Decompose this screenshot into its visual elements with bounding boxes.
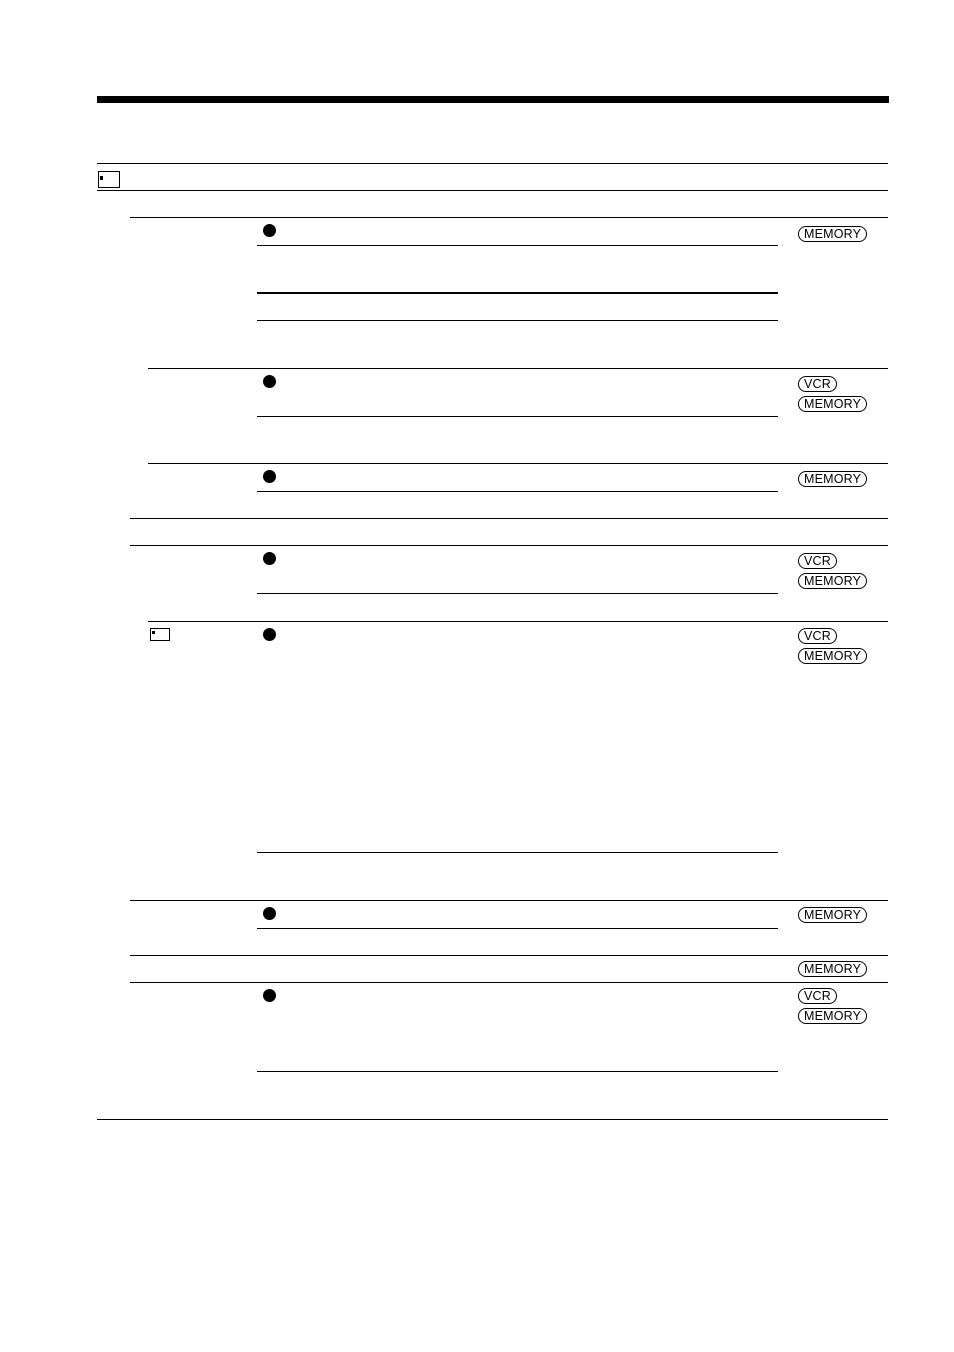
row-rule <box>257 416 778 417</box>
header-rule <box>97 96 889 103</box>
row-rule <box>130 545 888 546</box>
section-top-rule <box>97 163 888 164</box>
bullet-dot-icon <box>263 989 276 1002</box>
row-rule <box>257 245 778 246</box>
row-rule <box>148 621 888 622</box>
bullet-dot-icon <box>263 628 276 641</box>
row-rule <box>130 900 888 901</box>
memory-card-icon <box>98 171 120 188</box>
row-rule <box>130 217 888 218</box>
bullet-dot-icon <box>263 552 276 565</box>
vcr-badge: VCR <box>798 553 837 569</box>
row-rule <box>257 320 778 321</box>
bullet-dot-icon <box>263 375 276 388</box>
memory-badge: MEMORY <box>798 648 867 664</box>
memory-badge: MEMORY <box>798 961 867 977</box>
memory-badge: MEMORY <box>798 1008 867 1024</box>
memory-badge: MEMORY <box>798 226 867 242</box>
memory-badge: MEMORY <box>798 573 867 589</box>
vcr-badge: VCR <box>798 376 837 392</box>
row-rule <box>130 955 888 956</box>
row-rule <box>257 852 778 853</box>
row-rule <box>257 1071 778 1072</box>
row-rule <box>257 292 778 294</box>
bullet-dot-icon <box>263 907 276 920</box>
memory-badge: MEMORY <box>798 471 867 487</box>
row-rule <box>130 982 888 983</box>
row-rule <box>257 928 778 929</box>
row-rule <box>257 593 778 594</box>
memory-badge: MEMORY <box>798 396 867 412</box>
bullet-dot-icon <box>263 470 276 483</box>
row-rule <box>97 190 888 191</box>
vcr-badge: VCR <box>798 988 837 1004</box>
section-bottom-rule <box>97 1119 888 1120</box>
memory-badge: MEMORY <box>798 907 867 923</box>
memory-card-icon <box>150 628 170 641</box>
bullet-dot-icon <box>263 224 276 237</box>
row-rule <box>148 463 888 464</box>
vcr-badge: VCR <box>798 628 837 644</box>
row-rule <box>148 368 888 369</box>
row-rule <box>257 491 778 492</box>
row-rule <box>130 518 888 519</box>
